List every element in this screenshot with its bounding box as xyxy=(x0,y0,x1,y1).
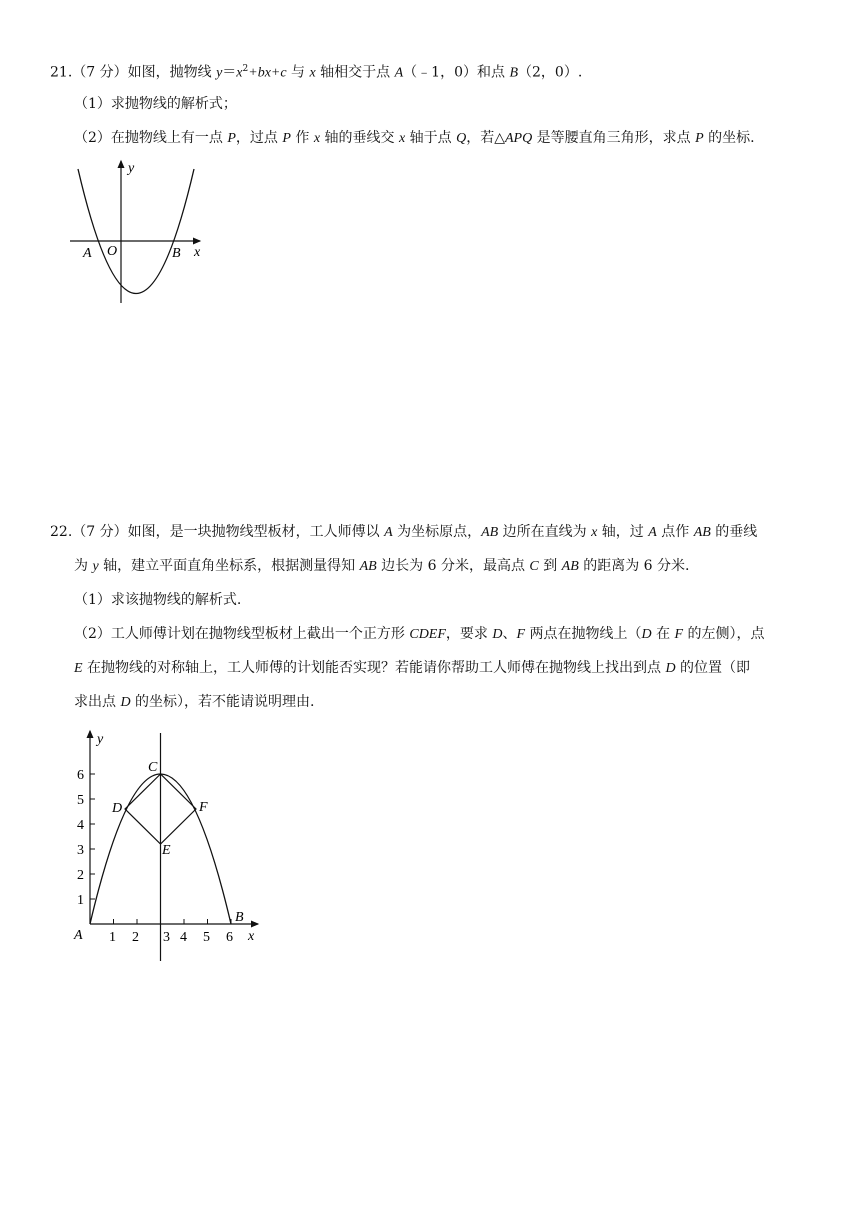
q21-part1-text: （1）求抛物线的解析式； xyxy=(74,96,237,112)
q21-part2-text: 的坐标. xyxy=(703,130,755,146)
q21-part1 xyxy=(74,94,237,114)
eq-sign: ＝ xyxy=(222,64,237,81)
segment-AB: AB xyxy=(359,559,377,574)
q22-text: 为坐标原点， xyxy=(392,524,482,540)
q22-score: （7 分） xyxy=(72,524,128,540)
point-A: A xyxy=(384,525,393,540)
q22-text: 为 xyxy=(74,558,93,574)
label-O: O xyxy=(107,244,118,259)
q21-stem-text: 与 xyxy=(286,64,310,81)
point-P: P xyxy=(282,131,291,146)
point-A: A xyxy=(394,65,404,81)
q22-part1 xyxy=(74,590,241,610)
q21-part2-text: 作 xyxy=(290,130,314,146)
q21-stem-text: 和点 xyxy=(477,64,510,81)
label-C: C xyxy=(148,760,158,775)
q22-text: ，要求 xyxy=(445,626,493,642)
q22-text: 点作 xyxy=(656,524,694,540)
point-C: C xyxy=(529,559,539,574)
coord-A: （﹣1，0） xyxy=(403,64,477,81)
point-B: B xyxy=(509,65,519,81)
segment-AB: AB xyxy=(693,525,711,540)
q22-text: 的左侧），点 xyxy=(683,626,765,642)
point-D: D xyxy=(492,627,503,642)
x-tick-label: 4 xyxy=(180,930,187,945)
q21-stem xyxy=(50,59,582,84)
q22-part1-text: （1）求该抛物线的解析式. xyxy=(74,592,242,608)
q21-number: 21. xyxy=(50,64,73,81)
y-tick-label: 2 xyxy=(77,868,84,883)
q22-text: 轴，过 xyxy=(597,524,649,540)
point-Q: Q xyxy=(456,131,467,146)
q22-text: 的距离为 6 分米. xyxy=(578,558,690,574)
point-F: F xyxy=(674,627,684,642)
point-D: D xyxy=(641,627,652,642)
q22-text: 、 xyxy=(502,626,517,642)
label-E: E xyxy=(162,843,171,858)
q22-text: 到 xyxy=(538,558,562,574)
q22-text: 边长为 6 分米，最高点 xyxy=(376,558,530,574)
x-tick-label: 2 xyxy=(132,930,139,945)
square-CDEF: CDEF xyxy=(409,627,446,642)
var-x: x xyxy=(309,65,316,81)
q21-part2-text: 轴的垂线交 xyxy=(320,130,399,146)
q21-part2-text: （2）在抛物线上有一点 xyxy=(74,130,228,146)
q22-text: 两点在抛物线上（ xyxy=(525,626,642,642)
x-tick-label: 5 xyxy=(203,930,210,945)
q22-line1 xyxy=(50,522,757,543)
var-x: x xyxy=(591,525,598,540)
q22-part2-line2 xyxy=(74,658,750,679)
q21-part2-text: ，若△ xyxy=(466,130,505,146)
label-A: A xyxy=(74,928,83,943)
label-B: B xyxy=(235,910,244,925)
q21-stem-text: 如图，抛物线 xyxy=(127,64,217,81)
y-tick-label: 1 xyxy=(77,893,84,908)
coord-B: （2，0）. xyxy=(518,64,583,81)
q22-number: 22. xyxy=(50,524,73,540)
y-tick-label: 3 xyxy=(77,843,84,858)
q22-text: 的坐标），若不能请说明理由. xyxy=(130,694,315,710)
q21-part2-text: 是等腰直角三角形，求点 xyxy=(532,130,696,146)
parabola-curve xyxy=(78,169,194,294)
q22-part2-line1 xyxy=(74,624,765,645)
point-E: E xyxy=(74,661,83,676)
y-axis-label: y xyxy=(128,161,135,176)
q22-text: （2）工人师傅计划在抛物线型板材上截出一个正方形 xyxy=(74,626,410,642)
point-F: F xyxy=(516,627,526,642)
q22-part2-line3 xyxy=(74,692,314,713)
segment-AB: AB xyxy=(561,559,579,574)
q22-line2 xyxy=(74,556,689,577)
label-D: D xyxy=(112,801,123,816)
x-ticks xyxy=(114,919,232,924)
q22-text: 在抛物线的对称轴上，工人师傅的计划能否实现？若能请你帮助工人师傅在抛物线上找出到点 xyxy=(82,660,666,676)
var-y: y xyxy=(92,559,99,574)
label-B: B xyxy=(172,246,181,261)
q21-score: （7 分） xyxy=(72,64,128,81)
x-tick-label: 6 xyxy=(226,930,233,945)
label-F: F xyxy=(199,800,208,815)
y-tick-label: 5 xyxy=(77,793,84,808)
q21-part2 xyxy=(74,128,755,149)
q21-figure xyxy=(60,155,210,310)
q22-text: 的垂线 xyxy=(710,524,758,540)
label-A: A xyxy=(83,246,92,261)
q21-part2-text: 轴于点 xyxy=(405,130,457,146)
q22-text: 如图，是一块抛物线型板材，工人师傅以 xyxy=(127,524,385,540)
var-x: x xyxy=(313,131,321,146)
var-x: x xyxy=(398,131,406,146)
q22-text: 求出点 xyxy=(74,694,121,710)
y-tick-label: 4 xyxy=(77,818,84,833)
eq-y: y xyxy=(216,65,223,81)
q22-text: 的位置（即 xyxy=(675,660,751,676)
eq-x: x xyxy=(236,65,243,81)
q21-part2-text: ，过点 xyxy=(235,130,283,146)
q22-figure xyxy=(60,725,270,970)
q22-text: 轴，建立平面直角坐标系，根据测量得知 xyxy=(98,558,360,574)
point-P: P xyxy=(227,131,236,146)
point-D: D xyxy=(120,695,131,710)
triangle-APQ: APQ xyxy=(505,131,533,146)
eq-exponent: 2 xyxy=(242,64,249,74)
point-A: A xyxy=(648,525,657,540)
segment-AB: AB xyxy=(481,525,499,540)
y-tick-label: 6 xyxy=(77,768,84,783)
q22-text: 边所在直线为 xyxy=(498,524,592,540)
point-D: D xyxy=(665,661,676,676)
eq-rest: +bx+c xyxy=(248,65,287,81)
x-axis-label: x xyxy=(248,929,255,944)
point-P: P xyxy=(695,131,704,146)
x-tick-label: 3 xyxy=(163,930,170,945)
x-axis-label: x xyxy=(194,245,201,260)
x-tick-label: 1 xyxy=(109,930,116,945)
y-ticks xyxy=(90,774,95,899)
y-axis-label: y xyxy=(97,732,104,747)
q21-stem-text: 轴相交于点 xyxy=(315,64,395,81)
q22-text: 在 xyxy=(651,626,675,642)
